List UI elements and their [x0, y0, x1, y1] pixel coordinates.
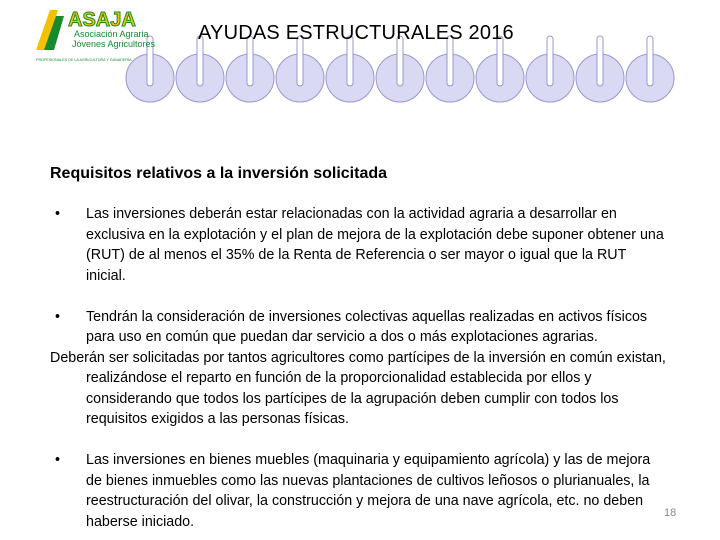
page-number: 18 [664, 507, 677, 519]
bullet-item [50, 204, 668, 286]
bullet-marker: • [55, 452, 61, 468]
asaja-logo [34, 6, 170, 66]
slide-body [50, 204, 690, 532]
ring-spiral [647, 36, 653, 86]
spacer [50, 286, 690, 307]
body-paragraph: Deberán ser solicitadas por tantos agricultores como partícipes de la inversión en común existan, realizándose el reparto en función de la proporcionalidad establecida por ellos y considerando que todos los partícipes de la agrupación deben cumplir con todos los requisitos exigidos a las personas físicas. [50, 349, 666, 427]
ring-spiral [547, 36, 553, 86]
bullet-marker: • [55, 206, 61, 222]
spacer [50, 430, 690, 451]
ring-spiral [597, 36, 603, 86]
bullet-text: Las inversiones deberán estar relacionadas con la actividad agraria a desarrollar en exclusiva en la explotación y el plan de mejora de la explotación debe suponer obtener una (RUT) de al menos el 35% de la Renta de Referencia o ser mayor o igual que la RUT inicial. [86, 206, 664, 284]
logo-brand: ASAJA [68, 9, 136, 31]
logo-tagline: PROFESIONALES DE LA AGRICULTURA Y GANADERÍA [36, 58, 132, 62]
bullet-text: Las inversiones en bienes muebles (maquinaria y equipamiento agrícola) y las de mejora de bienes inmuebles como las nuevas plantaciones de cultivos leñosos o plurianuales, la reestructuración del olivar, la construcción y mejora de una nave agrícola, etc. no deben haberse iniciado. [86, 452, 651, 530]
logo-line-2: Jóvenes Agricultores [72, 39, 156, 49]
section-heading: Requisitos relativos a la inversión solicitada [50, 165, 388, 182]
slide-title: AYUDAS ESTRUCTURALES 2016 [198, 22, 514, 44]
bullet-marker: • [55, 308, 61, 325]
bullet-text: Tendrán la consideración de inversiones colectivas aquellas realizadas en activos físicos para uso en común que puedan dar servicio a dos o más explotaciones agrarias. [86, 308, 648, 345]
bullet-item [50, 307, 668, 348]
logo-line-1: Asociación Agraria [74, 29, 149, 39]
bullet-item [50, 450, 668, 532]
